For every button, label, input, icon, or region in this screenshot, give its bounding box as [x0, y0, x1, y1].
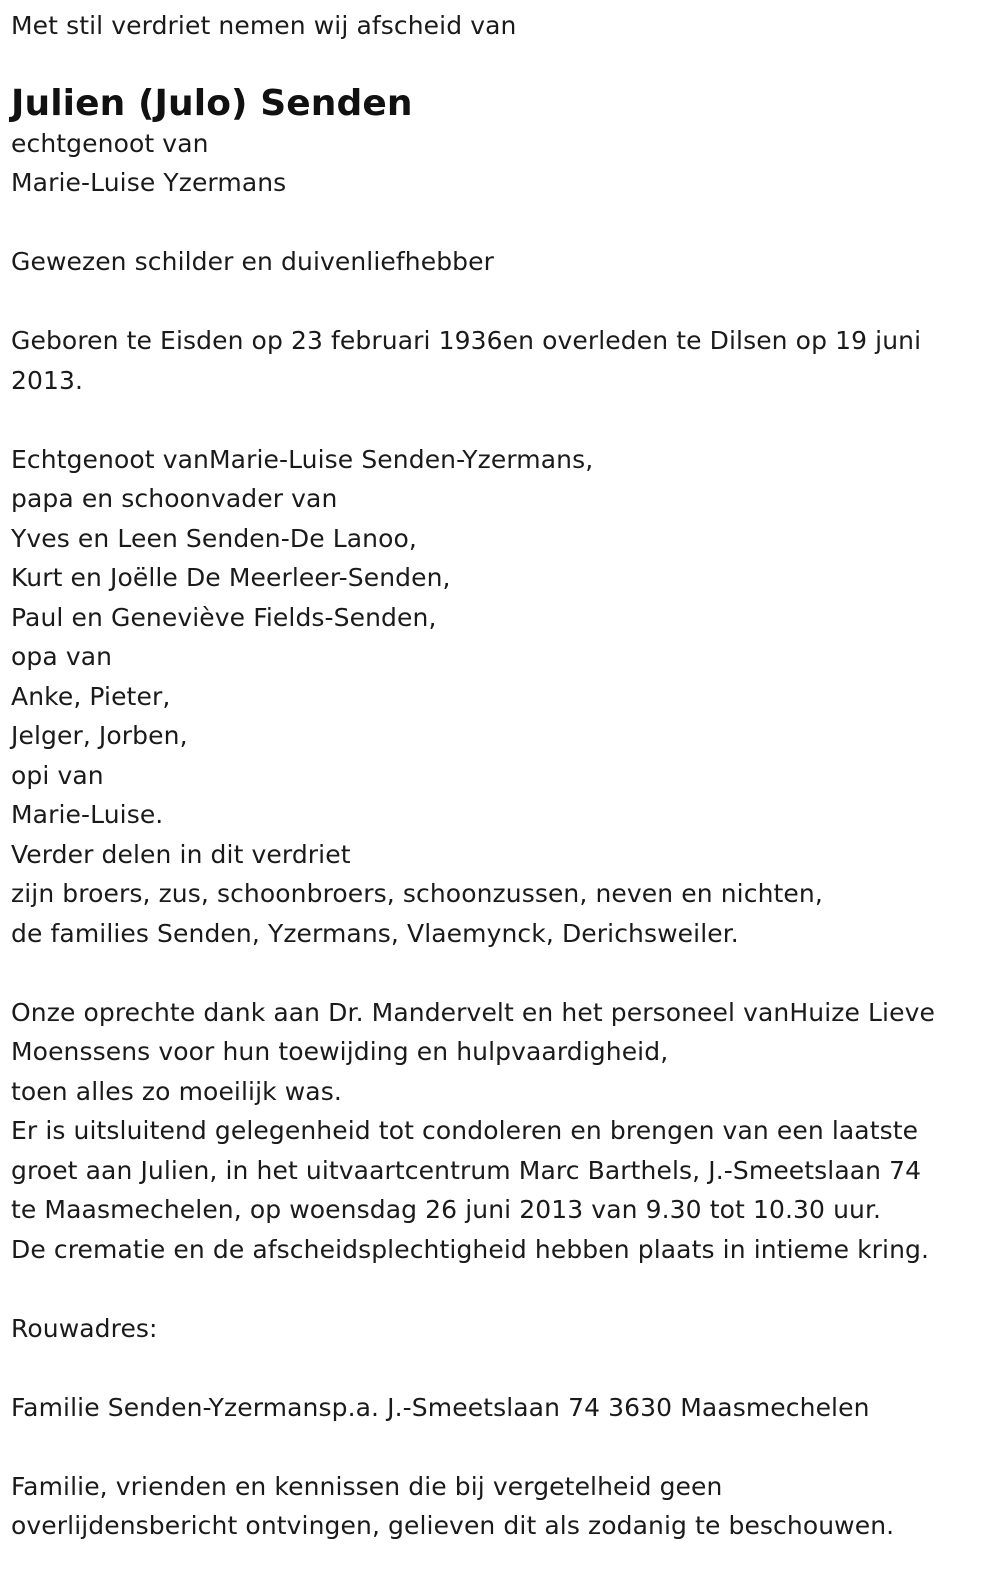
birth-death-line: 2013. — [11, 365, 84, 395]
occupation-text: Gewezen schilder en duivenliefhebber — [11, 247, 495, 276]
intro-text: Met stil verdriet nemen wij afscheid van — [11, 11, 517, 40]
death-notice — [11, 6, 986, 1546]
closing-line: Familie, vrienden en kennissen die bij vergetelheid geen — [11, 1471, 723, 1501]
address-text: Familie Senden-Yzermansp.a. J.-Smeetslaan 74 3630 Maasmechelen — [11, 1392, 870, 1422]
spouse-name-line: Marie-Luise Yzermans — [11, 168, 287, 197]
family-line: Marie-Luise. — [11, 800, 164, 829]
family-line: Jelger, Jorben, — [11, 721, 188, 750]
thanks-line: Er is uitsluitend gelegenheid tot condoleren en brengen van een laatste — [11, 1116, 919, 1145]
family-line: opa van — [11, 642, 113, 671]
family-line: Anke, Pieter, — [11, 681, 171, 711]
family-line: Kurt en Joëlle De Meerleer-Senden, — [11, 563, 451, 592]
family-line: opi van — [11, 760, 104, 790]
birth-death-line: Geboren te Eisden op 23 februari 1936en overleden te Dilsen op 19 juni — [11, 326, 922, 355]
address-label: Rouwadres: — [11, 1313, 158, 1343]
spacer — [11, 282, 986, 322]
spacer — [11, 1427, 986, 1467]
thanks-line: toen alles zo moeilijk was. — [11, 1076, 342, 1106]
family-line: Echtgenoot vanMarie-Luise Senden-Yzermans, — [11, 444, 594, 474]
thanks-line: De crematie en de afscheidsplechtigheid hebben plaats in intieme kring. — [11, 1234, 930, 1264]
thanks-line: te Maasmechelen, op woensdag 26 juni 2013 van 9.30 tot 10.30 uur. — [11, 1195, 882, 1224]
family-line: Yves en Leen Senden-De Lanoo, — [11, 523, 417, 553]
spacer — [11, 1348, 986, 1388]
spacer — [11, 1269, 986, 1309]
family-line: de families Senden, Yzermans, Vlaemynck, Derichsweiler. — [11, 918, 739, 948]
closing-line: overlijdensbericht ontvingen, gelieven dit als zodanig te beschouwen. — [11, 1511, 895, 1540]
spacer — [11, 953, 986, 993]
deceased-name: Julien (Julo) Senden — [11, 82, 413, 124]
thanks-line: Moenssens voor hun toewijding en hulpvaardigheid, — [11, 1037, 669, 1066]
family-line: zijn broers, zus, schoonbroers, schoonzussen, neven en nichten, — [11, 879, 823, 908]
spacer — [11, 203, 986, 243]
thanks-line: groet aan Julien, in het uitvaartcentrum Marc Barthels, J.-Smeetslaan 74 — [11, 1155, 922, 1185]
spouse-intro-line: echtgenoot van — [11, 128, 209, 158]
family-line: Paul en Geneviève Fields-Senden, — [11, 602, 437, 632]
family-line: papa en schoonvader van — [11, 484, 338, 513]
thanks-line: Onze oprechte dank aan Dr. Mandervelt en het personeel vanHuize Lieve — [11, 997, 935, 1027]
family-line: Verder delen in dit verdriet — [11, 839, 351, 869]
spacer — [11, 400, 986, 440]
